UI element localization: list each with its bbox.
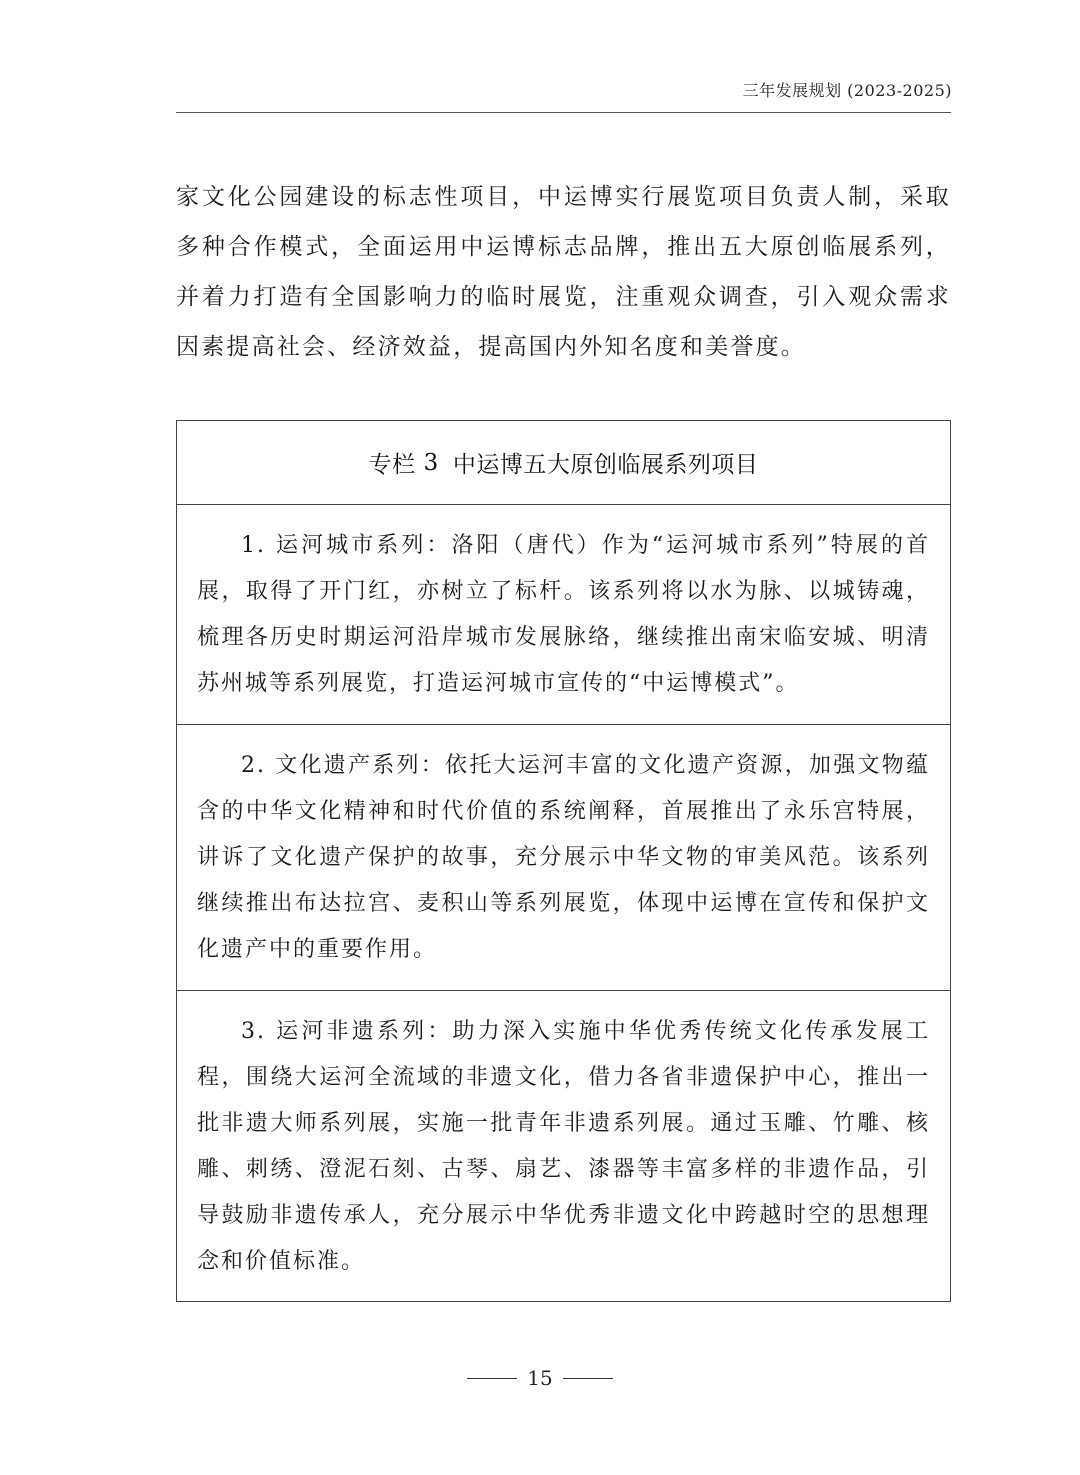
footer-rule-left xyxy=(467,1378,517,1379)
page-footer xyxy=(0,1366,1080,1390)
footer-rule-right xyxy=(563,1378,613,1379)
feature-box xyxy=(176,420,951,1302)
running-header-title: 三年发展规划 (2023-2025) xyxy=(742,81,952,100)
feature-box-title xyxy=(177,421,950,505)
feature-item-intangible-heritage: 3. 运河非遗系列：助力深入实施中华优秀传统文化传承发展工程，围绕大运河全流域的非遗文化，借力各省非遗保护中心，推出一批非遗大师系列展，实施一批青年非遗系列展。通过玉雕、竹雕、核雕、刺绣、澄泥石刻、古琴、扇艺、漆器等丰富多样的非遗作品，引导鼓励非遗传承人，充分展示中华优秀非遗文化中跨越时空的思想理念和价值标准。 xyxy=(197,1019,930,1274)
intro-paragraph: 家文化公园建设的标志性项目，中运博实行展览项目负责人制，采取多种合作模式，全面运用中运博标志品牌，推出五大原创临展系列，并着力打造有全国影响力的临时展览，注重观众调查，引入观众需求因素提高社会、经济效益，提高国内外知名度和美誉度。 xyxy=(176,184,951,360)
feature-item-cultural-heritage: 2. 文化遗产系列：依托大运河丰富的文化遗产资源，加强文物蕴含的中华文化精神和时代价值的系统阐释，首展推出了永乐宫特展，讲诉了文化遗产保护的故事，充分展示中华文物的审美风范。该系列继续推出布达拉宫、麦积山等系列展览，体现中运博在宣传和保护文化遗产中的重要作用。 xyxy=(177,725,950,991)
feature-item-canal-cities: 1. 运河城市系列：洛阳（唐代）作为“运河城市系列”特展的首展，取得了开门红，亦树立了标杆。该系列将以水为脉、以城铸魂，梳理各历史时期运河沿岸城市发展脉络，继续推出南宋临安城、明清苏州城等系列展览，打造运河城市宣传的“中运博模式”。 xyxy=(177,505,950,725)
header-divider xyxy=(176,112,951,113)
feature-box-label: 专栏 xyxy=(368,452,416,478)
feature-box-number: 3 xyxy=(423,449,439,476)
feature-box-heading: 中运博五大原创临展系列项目 xyxy=(452,452,759,478)
page-number: 15 xyxy=(527,1366,553,1390)
